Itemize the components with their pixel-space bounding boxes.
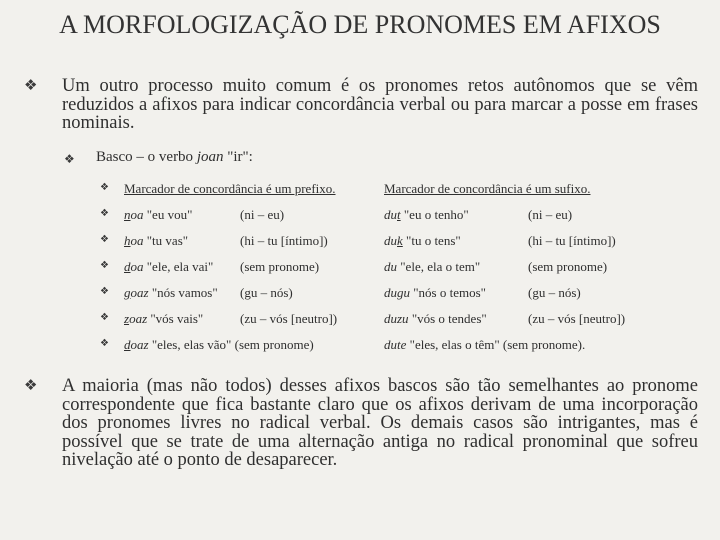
- basco-suffix: "ir":: [223, 149, 253, 165]
- table-row: zoaz "vós vais" (zu – vós [neutro]) duzu "vós o tendes" (zu – vós [neutro]): [124, 311, 626, 326]
- paragraph-conclusion: A maioria (mas não todos) desses afixos bascos são tão semelhantes ao pronome correspondente que fica bastante claro que os afixos derivam de uma incorporação dos pronomes livres no radical verbal. Os demais casos são intrigantes, mas é possível que se trate de uma alternação antiga no radical pronominal que sofreu nivelação até o ponto de desaparecer.: [62, 376, 698, 470]
- diamond-bullet-icon: ❖: [100, 312, 109, 323]
- paragraph-intro: Um outro processo muito comum é os pronomes retos autônomos que se vêm reduzidos a afixos para indicar concordância verbal ou para marcar a posse em frases nominais.: [62, 76, 698, 133]
- table-row: hoa "tu vas" (hi – tu [íntimo]) duk "tu o tens" (hi – tu [íntimo]): [124, 233, 616, 248]
- table-row: noa "eu vou" (ni – eu) dut "eu o tenho" (ni – eu): [124, 207, 573, 222]
- basco-heading: [96, 149, 253, 166]
- page-title: A MORFOLOGIZAÇÃO DE PRONOMES EM AFIXOS: [59, 10, 661, 39]
- diamond-bullet-icon: ❖: [100, 338, 109, 349]
- diamond-bullet-icon: ❖: [100, 286, 109, 297]
- header-prefix: Marcador de concordância é um prefixo.: [124, 181, 336, 196]
- diamond-bullet-icon: ❖: [64, 152, 75, 166]
- diamond-bullet-icon: ❖: [100, 208, 109, 219]
- table-row: goaz "nós vamos" (gu – nós) dugu "nós o temos" (gu – nós): [124, 285, 581, 300]
- table-row: doaz "eles, elas vão" (sem pronome) dute "eles, elas o têm" (sem pronome).: [124, 337, 586, 352]
- header-suffix: Marcador de concordância é um sufixo.: [384, 181, 591, 196]
- table-row: doa "ele, ela vai" (sem pronome) du "ele, ela o tem" (sem pronome): [124, 259, 608, 274]
- diamond-bullet-icon: ❖: [100, 234, 109, 245]
- diamond-bullet-icon: ❖: [24, 376, 38, 394]
- diamond-bullet-icon: ❖: [24, 76, 38, 94]
- table-header-row: [124, 181, 684, 199]
- diamond-bullet-icon: ❖: [100, 260, 109, 271]
- diamond-bullet-icon: ❖: [100, 182, 109, 193]
- basco-verb: joan: [196, 149, 224, 165]
- basco-prefix: Basco – o verbo: [96, 149, 197, 165]
